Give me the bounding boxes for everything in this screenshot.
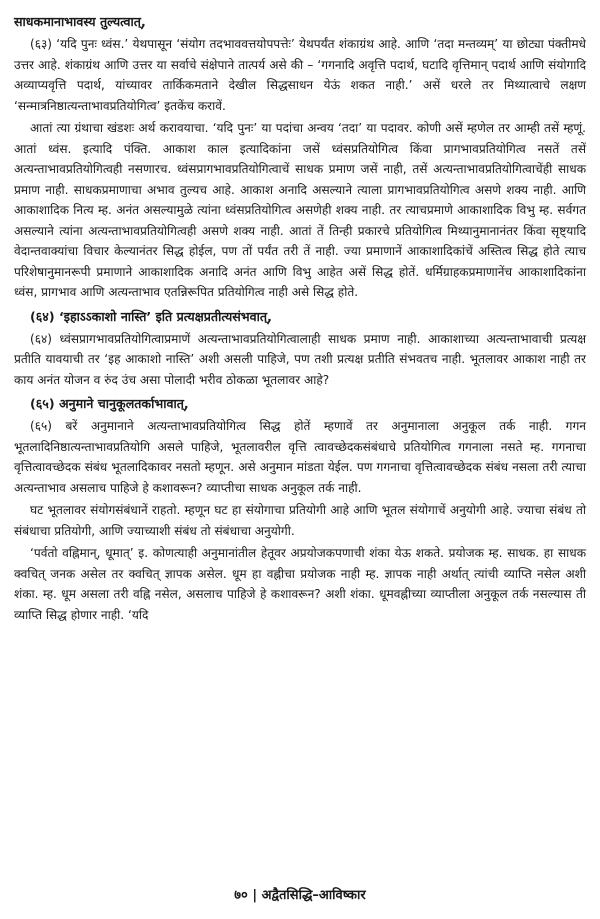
paragraph: ‘पर्वतो वह्निमान्, धूमात्’ इ. कोणत्याही अनुमानांतील हेतूवर अप्रयोजकपणाची शंका येऊ शकते. प्रयोजक म्ह. साधक. हा साधक क्वचित् जनक असेल तर क्वचित् ज्ञापक असेल. धूम हा वह्नीचा प्रयोजक नाही म्ह. ज्ञापक नाही अर्थात् त्यांची व्याप्ति नसेल अशी शंका. म्ह. धूम असला तरी वह्नि नसेल, असलाच पाहिजे हे कशावरून? अशी शंका. धूमवह्नीच्या व्याप्तीला अनुकूल तर्क नसल्यास ती व्याप्ति सिद्ध होणार नाही. ‘यदि (14, 546, 586, 622)
section-heading: साधकमानाभावस्य तुल्यत्वात्, (14, 14, 146, 29)
section-heading: (६४) ‘इहाऽऽकाशो नास्ति’ इति प्रत्यक्षप्रतीत्यसंभवात्, (30, 308, 272, 324)
paragraph: आतां त्या ग्रंथाचा खंडशः अर्थ करावयाचा. ‘यदि पुनः’ या पदांचा अन्वय ‘तदा’ या पदावर. कोणी असें म्हणेल तर आम्ही तसें म्हणूं. आतां ध्वंस. इत्यादि पंक्ति. आकाश काल इत्यादिकांना जसें ध्वंसप्रतियोगित्व किंवा प्रागभावप्रतियोगित्व नसतें तसें अत्यन्ताभावप्रतियोगित्वही नसणारच. ध्वंसप्रागभावप्रतियोगित्वाचें साधक प्रमाण जसें नाही, तसें अत्यन्ताभावप्रतियोगित्वाचेंही साधक प्रमाण नाही. साधकप्रमाणाचा अभाव तुल्यच आहे. आकाश अनादि असल्याने त्याला प्रागभावप्रतियोगित्व असणे शक्य नाही. आणि आकाशादिक नित्य म्ह. अनंत असल्यामुळे त्यांना ध्वंसप्रतियोगित्व असणेही शक्य नाही. तर त्याचप्रमाणे आकाशादिक विभु म्ह. सर्वगत असल्याने त्यांना अत्यन्ताभावप्रतियोगित्वही असणे शक्य नाही. आतां तें तिन्ही प्रकारचे प्रतियोगित्व मिथ्यानुमानानंतर किंवा सृष्ट्यादि वेदान्तवाक्यांचा विचार केल्यानंतर सिद्ध होईल, पण तों पर्यंत तरी तें नाही. ज्या प्रमाणानें आकाशादिकांचें अस्तित्व सिद्ध होते त्याच परिशेषानुमानरूपी प्रमाणाने आकाशादिक अनादि अनंत आणि विभु आहेत असें सिद्ध होतें. धर्मिग्राहकप्रमाणानेंच आकाशादिकांना ध्वंस, प्रागभाव आणि अत्यन्ताभाव एतन्निरूपित प्रतियोगित्व नाही असे सिद्ध होते. (14, 121, 586, 299)
paragraph: (६५) बरें अनुमानाने अत्यन्ताभावप्रतियोगित्व सिद्ध होतें म्हणावें तर अनुमानाला अनुकूल तर्क नाही. गगन भूतलादिनिष्ठात्यन्ताभावप्रतियोगि असले पाहिजे, भूतलावरील वृत्ति त्वावच्छेदकसंबंधाचे प्रतियोगित्व गगनाला नसते म्ह. गगनाचा वृत्तित्वावच्छेदक संबंध भूतलादिकावर नसतो म्हणून. असे अनुमान मांडता येईल. पण गगनाचा वृत्तित्वावच्छेदक संबंध नसला तरी त्याचा अत्यन्ताभाव असलाच पाहिजे हे कशावरून? व्याप्तीचा साधक अनुकूल तर्क नाही. (14, 419, 586, 495)
page-body (14, 10, 586, 627)
paragraph: (६४) ध्वंसप्रागभावप्रतियोगित्वाप्रमाणें अत्यन्ताभावप्रतियोगित्वालाही साधक प्रमाण नाही. आकाशाच्या अत्यन्ताभावाची प्रत्यक्ष प्रतीति यावयाची तर ‘इह आकाशो नास्ति’ अशी असली पाहिजे, पण तशी प्रत्यक्ष प्रतीति संभवतच नाही. भूतलावर आकाश नाही तर काय अनंत योजन व रुंद उंच असा पोलादी भरीव ठोकळा भूतलावर आहे? (14, 331, 586, 387)
section-heading: (६५) अनुमाने चानुकूलतर्काभावात्, (30, 396, 189, 411)
page-footer: ७० | अद्वैतसिद्धि–आविष्कार (234, 888, 366, 903)
paragraph: घट भूतलावर संयोगसंबंधानें राहतो. म्हणून घट हा संयोगाचा प्रतियोगी आहे आणि भूतल संयोगाचें अनुयोगी आहे. ज्याचा संबंध तो संबंधाचा प्रतियोगी, आणि ज्याच्याशी संबंध तो संबंधाचा अनुयोगी. (14, 503, 586, 538)
paragraph: (६३) ‘यदि पुनः ध्वंस.’ येथपासून ‘संयोग तदभाववत्तयोपपत्तेः’ येथपर्यंत शंकाग्रंथ आहे. आणि ‘तदा मन्तव्यम्’ या छोट्या पंक्तीमधे उत्तर आहे. शंकाग्रंथ आणि उत्तर या सर्वाचे संक्षेपाने तात्पर्य असे की – ‘गगनादि अवृत्ति पदार्थ, घटादि वृत्तिमान् पदार्थ आणि संयोगादि अव्याप्यवृत्ति पदार्थ, यांच्यावर तार्किकमताने देखील सिद्धसाधन येऊं शकत नाही.’ असें धरले तर मिथ्यात्वाचे लक्षण ‘सन्मात्रनिष्ठात्यन्ताभावप्रतियोगित्व’ इतकेंच करावें. (14, 37, 586, 113)
